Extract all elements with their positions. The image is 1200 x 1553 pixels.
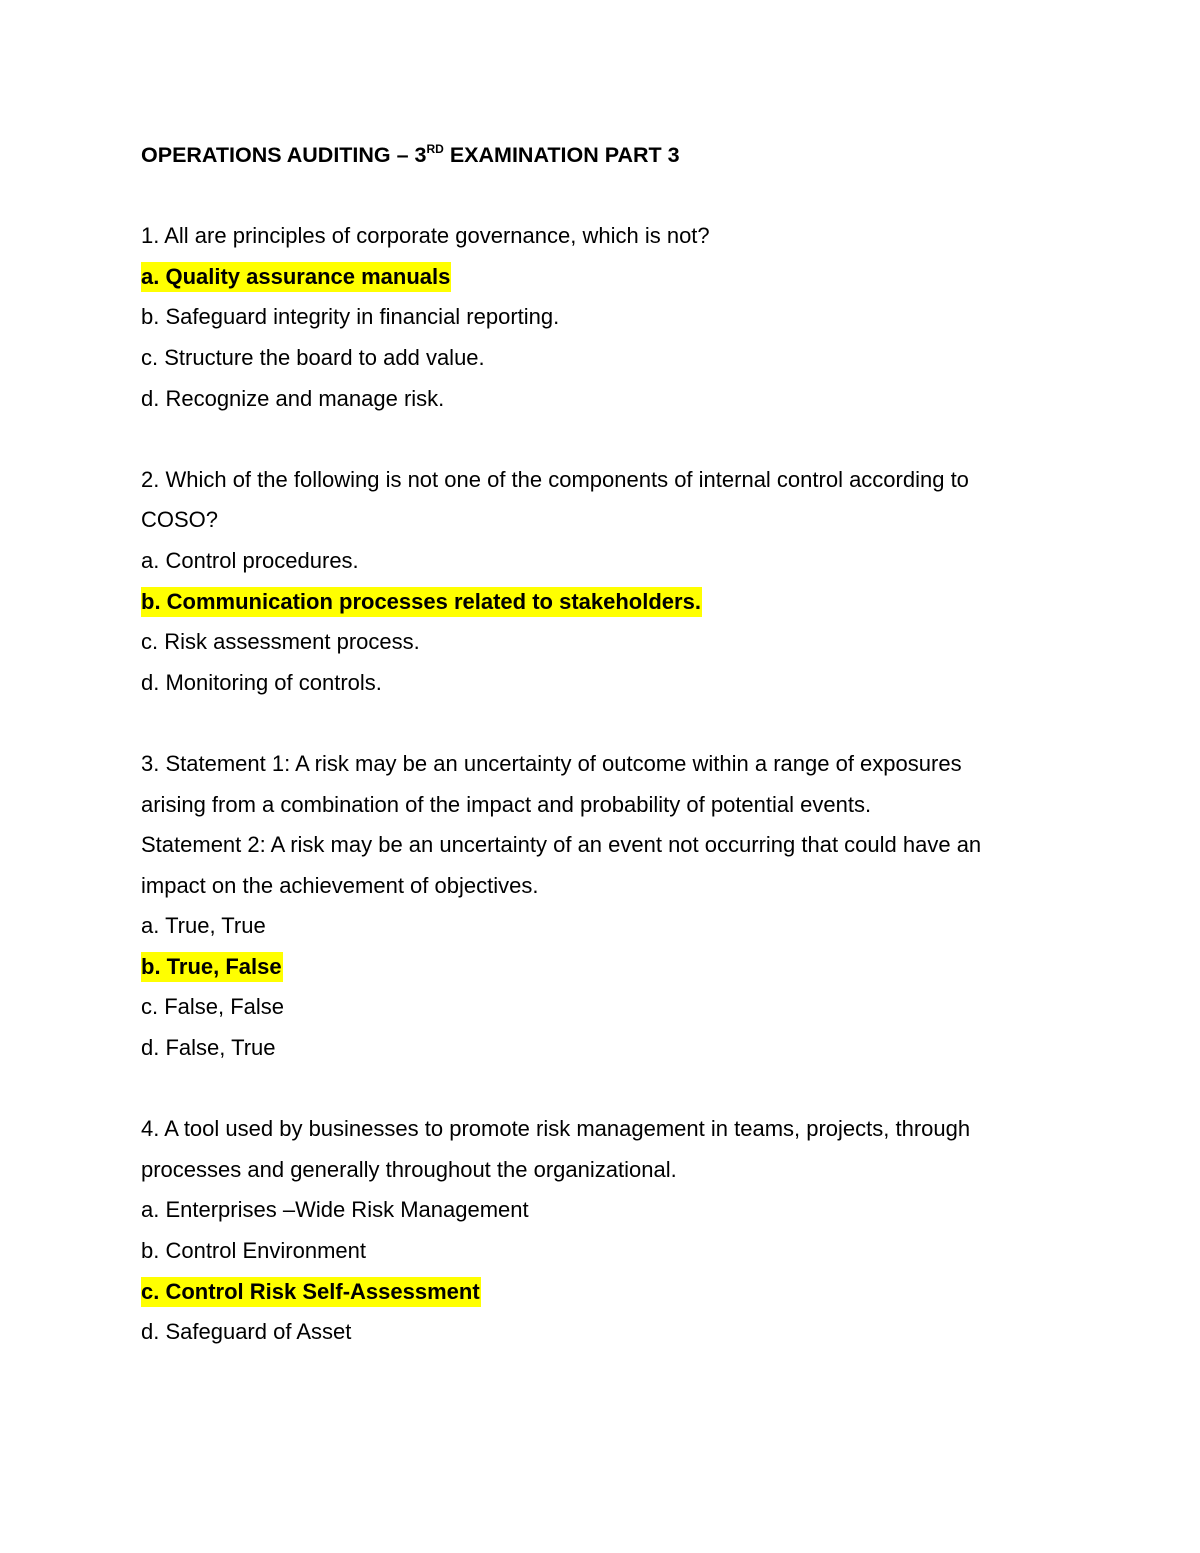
question-text: COSO?	[141, 507, 219, 533]
blank-line	[141, 176, 1061, 217]
title-prefix: OPERATIONS AUDITING – 3	[141, 143, 427, 167]
question-3	[141, 744, 1061, 1069]
answer-option: d. False, True	[141, 1035, 276, 1061]
question-list	[141, 176, 1061, 1353]
answer-option: a. True, True	[141, 913, 266, 939]
question-text: processes and generally throughout the organizational.	[141, 1156, 677, 1182]
answer-option: c. Structure the board to add value.	[141, 344, 485, 370]
blank-line	[141, 419, 1061, 460]
answer-option: c. False, False	[141, 994, 285, 1020]
question-text: 3. Statement 1: A risk may be an uncertainty of outcome within a range of exposures	[141, 750, 962, 776]
answer-text: b. Communication processes related to stakeholders.	[141, 587, 702, 617]
question-4	[141, 1109, 1061, 1353]
title-superscript: RD	[426, 142, 444, 156]
blank-line	[141, 1069, 1061, 1110]
answer-option: a. Enterprises –Wide Risk Management	[141, 1197, 529, 1223]
document-title	[141, 135, 1061, 176]
answer-text: a. Quality assurance manuals	[141, 262, 451, 292]
answer-option: d. Recognize and manage risk.	[141, 385, 445, 411]
answer-option-highlighted	[141, 257, 1061, 298]
title-suffix: EXAMINATION PART 3	[443, 143, 680, 167]
question-1	[141, 216, 1061, 419]
answer-option-highlighted	[141, 1272, 1061, 1313]
document-page	[141, 135, 1061, 1353]
answer-option-highlighted	[141, 582, 1061, 623]
question-text: impact on the achievement of objectives.	[141, 872, 539, 898]
question-text: 4. A tool used by businesses to promote risk management in teams, projects, through	[141, 1116, 971, 1142]
answer-option: b. Safeguard integrity in financial reporting.	[141, 304, 560, 330]
answer-option: b. Control Environment	[141, 1238, 366, 1264]
answer-option: c. Risk assessment process.	[141, 629, 420, 655]
question-text: 1. All are principles of corporate governance, which is not?	[141, 223, 710, 249]
blank-line	[141, 703, 1061, 744]
answer-text: b. True, False	[141, 952, 283, 982]
answer-option-highlighted	[141, 947, 1061, 988]
answer-option: a. Control procedures.	[141, 547, 359, 573]
question-text: Statement 2: A risk may be an uncertainty of an event not occurring that could have an	[141, 832, 982, 858]
answer-option: d. Monitoring of controls.	[141, 669, 382, 695]
question-text: 2. Which of the following is not one of the components of internal control according to	[141, 466, 969, 492]
question-text: arising from a combination of the impact and probability of potential events.	[141, 791, 872, 817]
question-2	[141, 460, 1061, 704]
answer-text: c. Control Risk Self-Assessment	[141, 1277, 481, 1307]
answer-option: d. Safeguard of Asset	[141, 1319, 352, 1345]
